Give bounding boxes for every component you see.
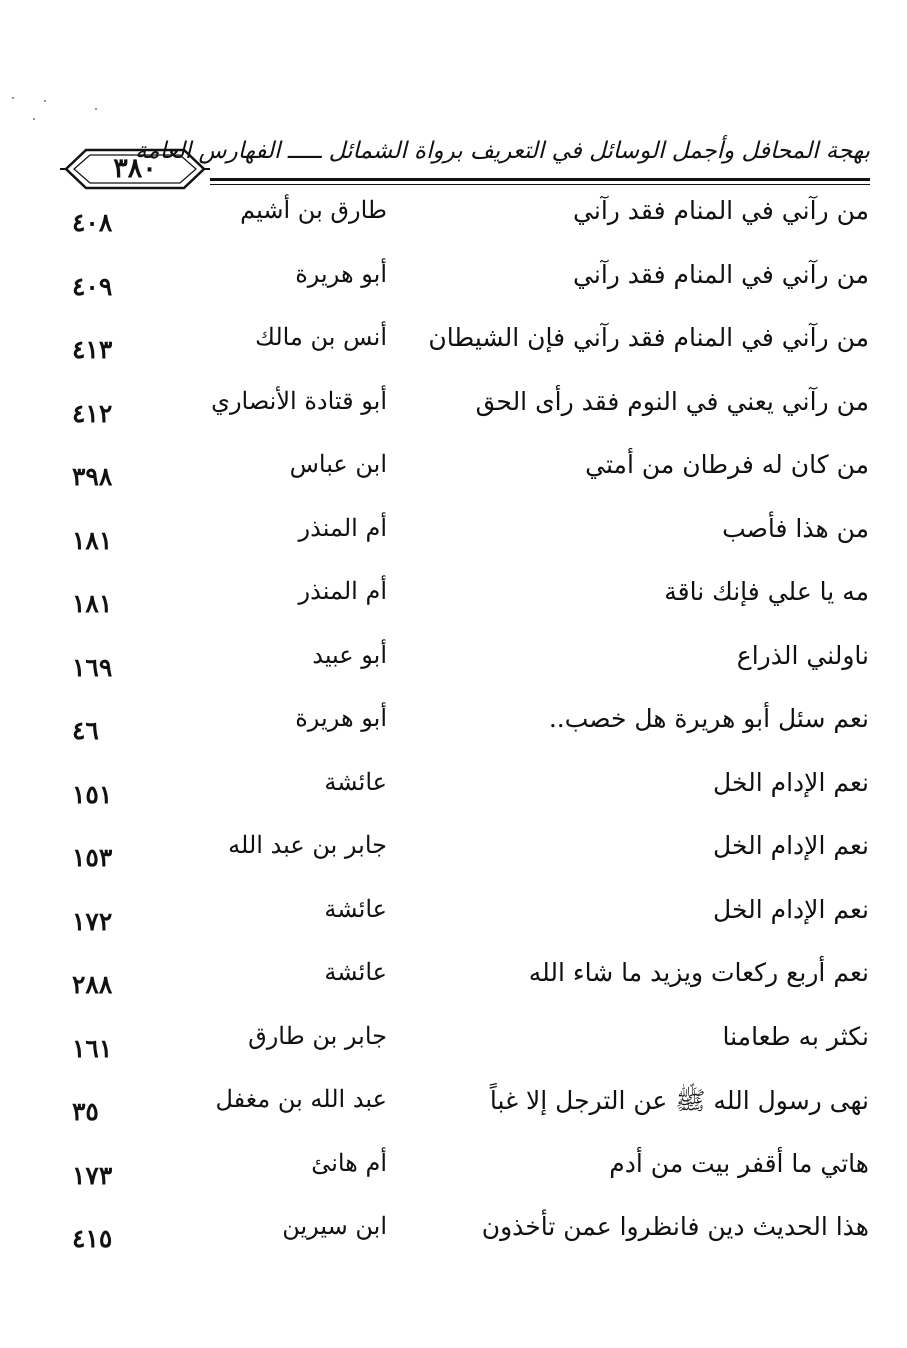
page-reference: ١٥٣ <box>72 843 113 872</box>
index-row <box>0 1208 907 1272</box>
page-header <box>60 128 870 192</box>
narrator-name: أم المنذر <box>298 513 387 542</box>
index-list <box>0 192 907 1272</box>
page-reference: ١٥١ <box>72 779 113 809</box>
page-reference: ٣٩٨ <box>72 462 113 491</box>
hadith-text: نعم سئل أبو هريرة هل خصب.. <box>548 704 869 733</box>
narrator-name: عبد الله بن مغفل <box>215 1085 387 1113</box>
index-row <box>0 891 907 955</box>
narrator-name: أبو قتادة الأنصاري <box>211 386 387 415</box>
scan-speck <box>95 108 97 110</box>
narrator-name: أم المنذر <box>298 577 387 605</box>
narrator-name: أنس بن مالك <box>255 323 387 351</box>
index-row <box>0 1018 907 1082</box>
hadith-text: هاتي ما أقفر بيت من أدم <box>609 1148 869 1178</box>
header-rule <box>210 178 870 181</box>
index-row <box>0 1145 907 1209</box>
hadith-text: نكثر به طعامنا <box>722 1021 869 1051</box>
narrator-name: أبو هريرة <box>295 259 387 288</box>
narrator-name: أبو عبيد <box>312 640 387 669</box>
narrator-name: ابن عباس <box>289 450 387 478</box>
header-rule-thin <box>210 184 870 185</box>
index-row <box>0 827 907 891</box>
index-row <box>0 446 907 510</box>
index-row <box>0 383 907 447</box>
index-row <box>0 192 907 256</box>
page-reference: ١٧٢ <box>72 906 113 936</box>
hadith-text: ناولني الذراع <box>736 640 869 670</box>
narrator-name: أم هانئ <box>311 1148 387 1177</box>
hadith-text: نعم الإدام الخل <box>713 767 869 797</box>
index-row <box>0 1081 907 1145</box>
narrator-name: ابن سيرين <box>282 1212 387 1240</box>
hadith-text: من هذا فأصب <box>722 513 869 543</box>
narrator-name: طارق بن أشيم <box>240 196 387 224</box>
narrator-name: جابر بن عبد الله <box>228 831 387 859</box>
index-row <box>0 954 907 1018</box>
index-row <box>0 510 907 574</box>
page-reference: ٤٦ <box>72 716 99 745</box>
index-row <box>0 319 907 383</box>
page-reference: ٤٠٩ <box>72 271 113 301</box>
page-number: ٣٨٠ <box>113 153 157 184</box>
page-reference: ٢٨٨ <box>72 970 113 999</box>
page-reference: ١٦١ <box>72 1033 113 1063</box>
narrator-name: جابر بن طارق <box>248 1021 387 1050</box>
page-reference: ١٨١ <box>72 589 113 618</box>
page-reference: ٤١٢ <box>72 398 113 428</box>
page-reference: ١٦٩ <box>72 652 113 682</box>
hadith-text: من رآني يعني في النوم فقد رأى الحق <box>475 386 869 416</box>
page-reference: ١٨١ <box>72 525 113 555</box>
index-row <box>0 700 907 764</box>
hadith-text: نعم أربع ركعات ويزيد ما شاء الله <box>528 958 869 987</box>
scan-speck <box>44 100 46 102</box>
hadith-text: مه يا علي فإنك ناقة <box>664 577 869 606</box>
hadith-text: نعم الإدام الخل <box>713 831 869 860</box>
hadith-text: من رآني في المنام فقد رآني <box>573 259 869 289</box>
index-row <box>0 764 907 828</box>
page-reference: ٤٠٨ <box>72 208 113 237</box>
hadith-text: من رآني في المنام فقد رآني <box>573 196 869 225</box>
scan-speck <box>12 97 14 99</box>
page-reference: ٤١٣ <box>72 335 113 364</box>
narrator-name: عائشة <box>324 958 387 986</box>
index-row <box>0 637 907 701</box>
page-reference: ١٧٣ <box>72 1160 113 1190</box>
running-title: بهجة المحافل وأجمل الوسائل في التعريف برواة الشمائل ـــــ الفهارس العامة <box>135 138 870 164</box>
hadith-text: نهى رسول الله ﷺ عن الترجل إلا غباً <box>489 1086 869 1115</box>
index-row <box>0 256 907 320</box>
scan-speck <box>33 118 35 120</box>
hadith-text: من كان له فرطان من أمتي <box>585 450 869 479</box>
narrator-name: عائشة <box>324 894 387 923</box>
page-reference: ٣٥ <box>72 1097 99 1126</box>
page-number-badge <box>60 146 210 192</box>
narrator-name: عائشة <box>324 767 387 796</box>
hadith-text: نعم الإدام الخل <box>713 894 869 924</box>
hadith-text: هذا الحديث دين فانظروا عمن تأخذون <box>481 1212 869 1241</box>
index-row <box>0 573 907 637</box>
narrator-name: أبو هريرة <box>295 704 387 732</box>
page-reference: ٤١٥ <box>72 1224 113 1253</box>
hadith-text: من رآني في المنام فقد رآني فإن الشيطان <box>428 323 869 352</box>
